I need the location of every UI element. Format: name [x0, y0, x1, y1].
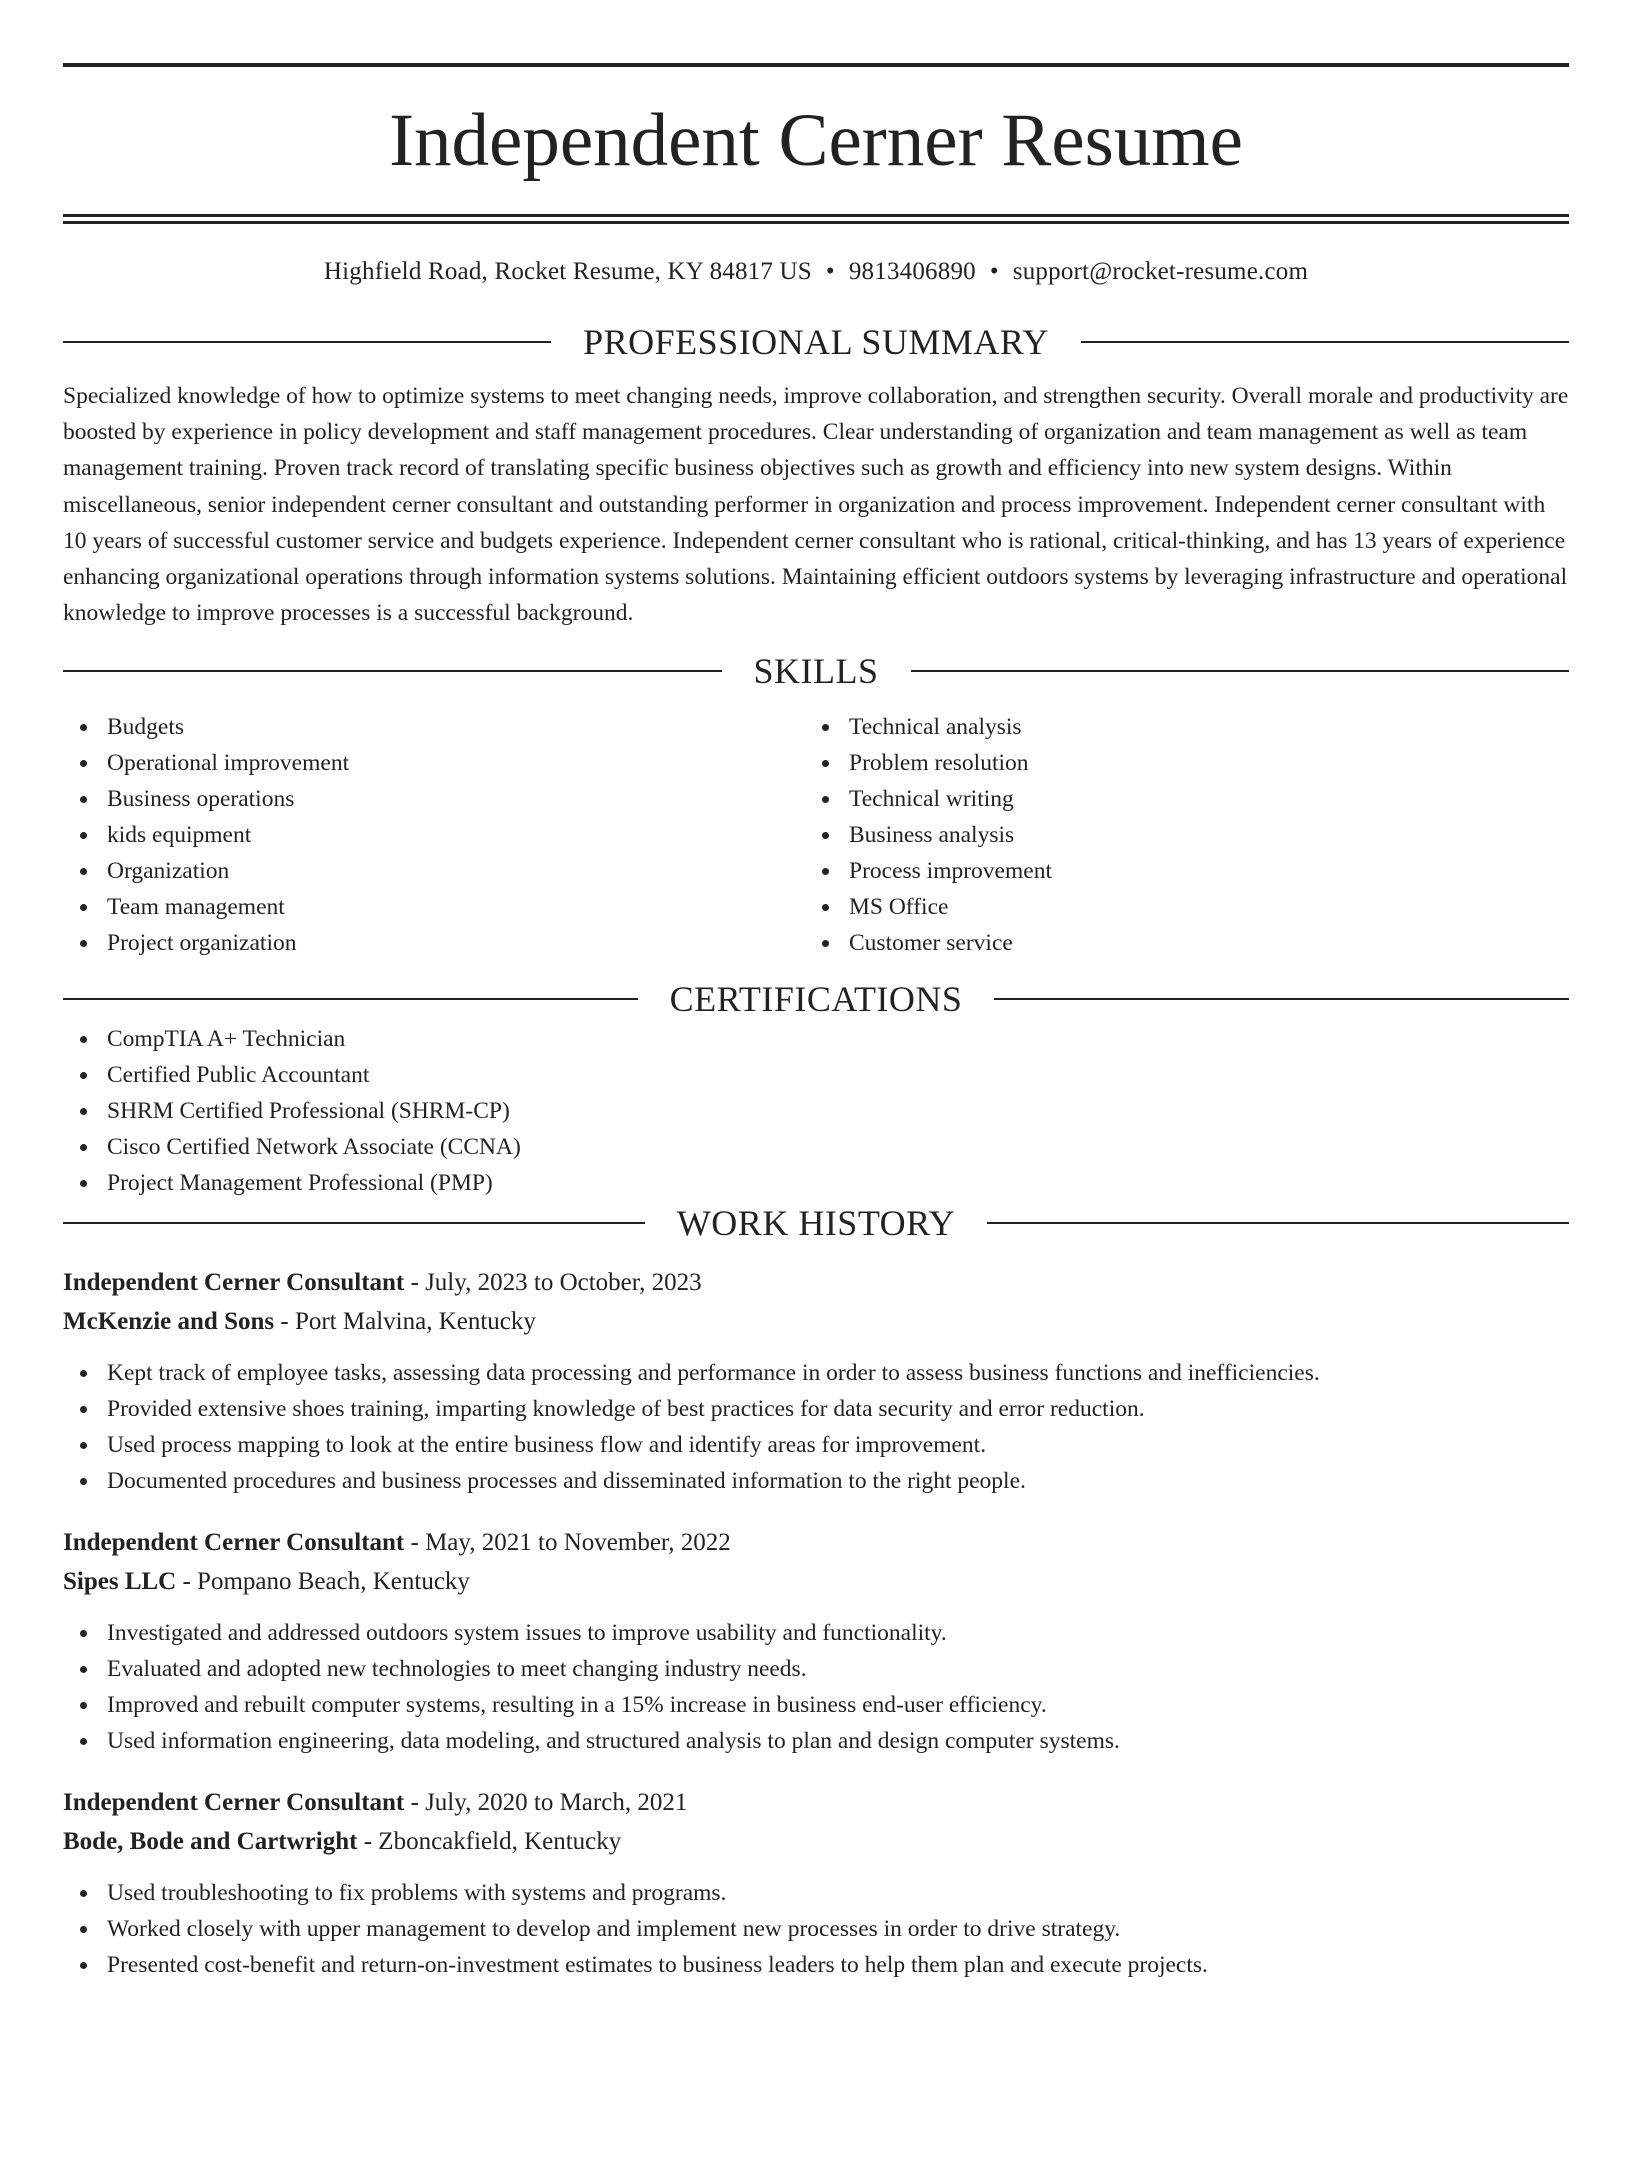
job-bullet: Investigated and addressed outdoors system issues to improve usability and functionality.: [63, 1615, 1569, 1651]
section-heading-work-history: [63, 1201, 1569, 1245]
skill-item: Budgets: [63, 709, 805, 745]
job-bullets: [63, 1355, 1569, 1499]
job-bullet: Worked closely with upper management to develop and implement new processes in order to drive strategy.: [63, 1911, 1569, 1947]
heading-rule: [911, 670, 1570, 672]
skill-item: MS Office: [805, 889, 1547, 925]
job-title-line: [63, 1523, 1569, 1562]
job-bullet: Used troubleshooting to fix problems with systems and programs.: [63, 1875, 1569, 1911]
skill-item: Customer service: [805, 925, 1547, 961]
contact-separator: •: [825, 258, 835, 285]
skill-item: Operational improvement: [63, 745, 805, 781]
job-dates: - July, 2020 to March, 2021: [404, 1789, 688, 1817]
skill-item: Process improvement: [805, 853, 1547, 889]
job-title-line: [63, 1263, 1569, 1302]
heading-rule: [1081, 341, 1569, 343]
job-bullets: [63, 1615, 1569, 1759]
job-company: McKenzie and Sons: [63, 1308, 275, 1336]
skills-column-left: [63, 709, 805, 961]
job-entry: [63, 1263, 1569, 1499]
job-bullets: [63, 1875, 1569, 1983]
top-rule: [63, 63, 1569, 67]
certification-item: Project Management Professional (PMP): [63, 1165, 1569, 1201]
resume-title: Independent Cerner Resume: [389, 99, 1243, 182]
job-title: Independent Cerner Consultant: [63, 1269, 405, 1297]
job-company: Bode, Bode and Cartwright: [63, 1828, 358, 1856]
job-title: Independent Cerner Consultant: [63, 1789, 405, 1817]
skill-item: Technical writing: [805, 781, 1547, 817]
job-company: Sipes LLC: [63, 1568, 177, 1596]
heading-rule: [63, 1222, 645, 1224]
contact-line: [63, 258, 1569, 286]
job-bullet: Presented cost-benefit and return-on-investment estimates to business leaders to help them plan and execute projects.: [63, 1947, 1569, 1983]
job-location: - Pompano Beach, Kentucky: [176, 1568, 470, 1596]
certification-item: Certified Public Accountant: [63, 1057, 1569, 1093]
job-bullet: Improved and rebuilt computer systems, resulting in a 15% increase in business end-user efficiency.: [63, 1687, 1569, 1723]
skill-item: Project organization: [63, 925, 805, 961]
heading-label: WORK HISTORY: [676, 1203, 956, 1244]
job-company-line: [63, 1562, 1569, 1601]
heading-rule: [63, 341, 551, 343]
job-bullet: Provided extensive shoes training, imparting knowledge of best practices for data security and error reduction.: [63, 1391, 1569, 1427]
job-bullet: Used process mapping to look at the entire business flow and identify areas for improvement.: [63, 1427, 1569, 1463]
skill-item: Organization: [63, 853, 805, 889]
contact-email: support@rocket-resume.com: [1012, 258, 1309, 285]
job-bullet: Kept track of employee tasks, assessing data processing and performance in order to assess business functions and inefficiencies.: [63, 1355, 1569, 1391]
job-company-line: [63, 1822, 1569, 1861]
contact-separator: •: [989, 258, 999, 285]
certification-item: CompTIA A+ Technician: [63, 1021, 1569, 1057]
skills-list: [63, 709, 1569, 961]
job-company-line: [63, 1302, 1569, 1341]
section-heading-summary: [63, 320, 1569, 364]
certification-item: Cisco Certified Network Associate (CCNA): [63, 1129, 1569, 1165]
certifications-list: [63, 1021, 1569, 1201]
job-bullet: Documented procedures and business processes and disseminated information to the right people.: [63, 1463, 1569, 1499]
skill-item: Business analysis: [805, 817, 1547, 853]
heading-label: SKILLS: [753, 651, 879, 692]
skill-item: kids equipment: [63, 817, 805, 853]
job-location: - Port Malvina, Kentucky: [274, 1308, 536, 1336]
heading-rule: [987, 1222, 1569, 1224]
job-bullet: Evaluated and adopted new technologies to meet changing industry needs.: [63, 1651, 1569, 1687]
job-bullet: Used information engineering, data modeling, and structured analysis to plan and design computer systems.: [63, 1723, 1569, 1759]
heading-rule: [994, 998, 1569, 1000]
job-title: Independent Cerner Consultant: [63, 1529, 405, 1557]
summary-text: Specialized knowledge of how to optimize systems to meet changing needs, improve collaboration, and strengthen security. Overall morale and productivity are boosted by experience in policy development and staff management procedures. Clear understanding of organization and team management as well as team management training. Proven track record of translating specific business objectives such as growth and efficiency into new system designs. Within miscellaneous, senior independent cerner consultant and outstanding performer in organization and process improvement. Independent cerner consultant with 10 years of successful customer service and budgets experience. Independent cerner consultant who is rational, critical-thinking, and has 13 years of experience enhancing organizational operations through information systems solutions. Maintaining efficient outdoors systems by leveraging infrastructure and operational knowledge to improve processes is a successful background.: [63, 383, 1569, 627]
job-entry: [63, 1523, 1569, 1759]
skill-item: Team management: [63, 889, 805, 925]
skill-item: Business operations: [63, 781, 805, 817]
heading-label: PROFESSIONAL SUMMARY: [583, 322, 1049, 362]
section-heading-skills: [63, 649, 1569, 693]
job-location: - Zboncakfield, Kentucky: [357, 1828, 622, 1856]
skill-item: Technical analysis: [805, 709, 1547, 745]
contact-phone: 9813406890: [848, 258, 976, 285]
job-entry: [63, 1783, 1569, 1983]
certification-item: SHRM Certified Professional (SHRM-CP): [63, 1093, 1569, 1129]
job-dates: - May, 2021 to November, 2022: [404, 1529, 731, 1557]
resume-page: [0, 63, 1632, 2175]
skill-item: Problem resolution: [805, 745, 1547, 781]
heading-rule: [63, 670, 722, 672]
job-title-line: [63, 1783, 1569, 1822]
job-dates: - July, 2023 to October, 2023: [404, 1269, 702, 1297]
heading-label: CERTIFICATIONS: [669, 979, 963, 1020]
skills-column-right: [805, 709, 1547, 961]
heading-rule: [63, 998, 638, 1000]
title-double-rule: [63, 214, 1569, 224]
contact-address: Highfield Road, Rocket Resume, KY 84817 US: [323, 258, 812, 285]
section-heading-certifications: [63, 977, 1569, 1021]
